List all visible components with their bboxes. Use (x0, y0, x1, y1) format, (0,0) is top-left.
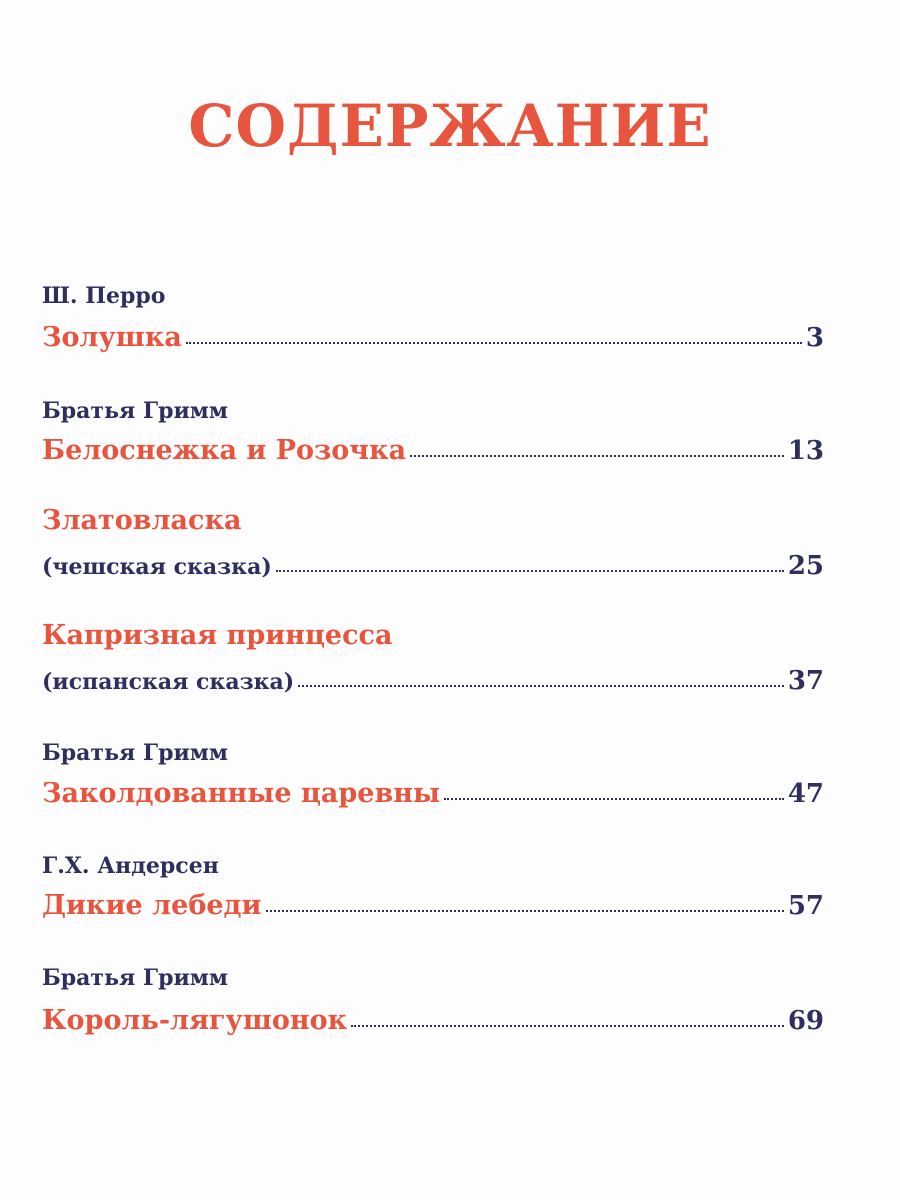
story-origin: (испанская сказка) (42, 669, 295, 695)
dot-leader (186, 342, 802, 344)
story-title: Белоснежка и Розочка (42, 435, 407, 466)
page-number: 69 (787, 1006, 824, 1036)
toc-entry[interactable] (42, 551, 824, 581)
story-title: Заколдованные царевны (42, 778, 441, 809)
dot-leader (410, 455, 784, 457)
entry-author: Братья Гримм (42, 398, 229, 424)
toc-entry[interactable] (42, 778, 824, 809)
dot-leader (444, 798, 784, 800)
toc-entry[interactable] (42, 322, 824, 353)
page-title: СОДЕРЖАНИЕ (188, 92, 712, 160)
toc-entry[interactable] (42, 1005, 824, 1036)
toc-entry[interactable] (42, 435, 824, 466)
page-number: 57 (787, 891, 824, 921)
toc-entry[interactable] (42, 890, 824, 921)
dot-leader (266, 910, 784, 912)
page-number: 37 (787, 666, 824, 696)
toc-entry[interactable] (42, 666, 824, 696)
story-title[interactable]: Златовласка (42, 505, 242, 536)
dot-leader (298, 685, 784, 687)
story-title: Дикие лебеди (42, 890, 262, 921)
entry-author: Братья Гримм (42, 740, 229, 766)
page-number: 3 (805, 323, 824, 353)
story-title: Король-лягушонок (42, 1005, 348, 1036)
page-number: 25 (787, 551, 824, 581)
entry-author: Ш. Перро (42, 283, 166, 309)
dot-leader (351, 1025, 784, 1027)
story-title: Золушка (42, 322, 182, 353)
entry-author: Г.Х. Андерсен (42, 853, 219, 879)
dot-leader (276, 570, 784, 572)
page-number: 13 (787, 436, 824, 466)
story-title[interactable]: Капризная принцесса (42, 620, 393, 651)
page-number: 47 (787, 779, 824, 809)
entry-author: Братья Гримм (42, 965, 229, 991)
story-origin: (чешская сказка) (42, 554, 272, 580)
